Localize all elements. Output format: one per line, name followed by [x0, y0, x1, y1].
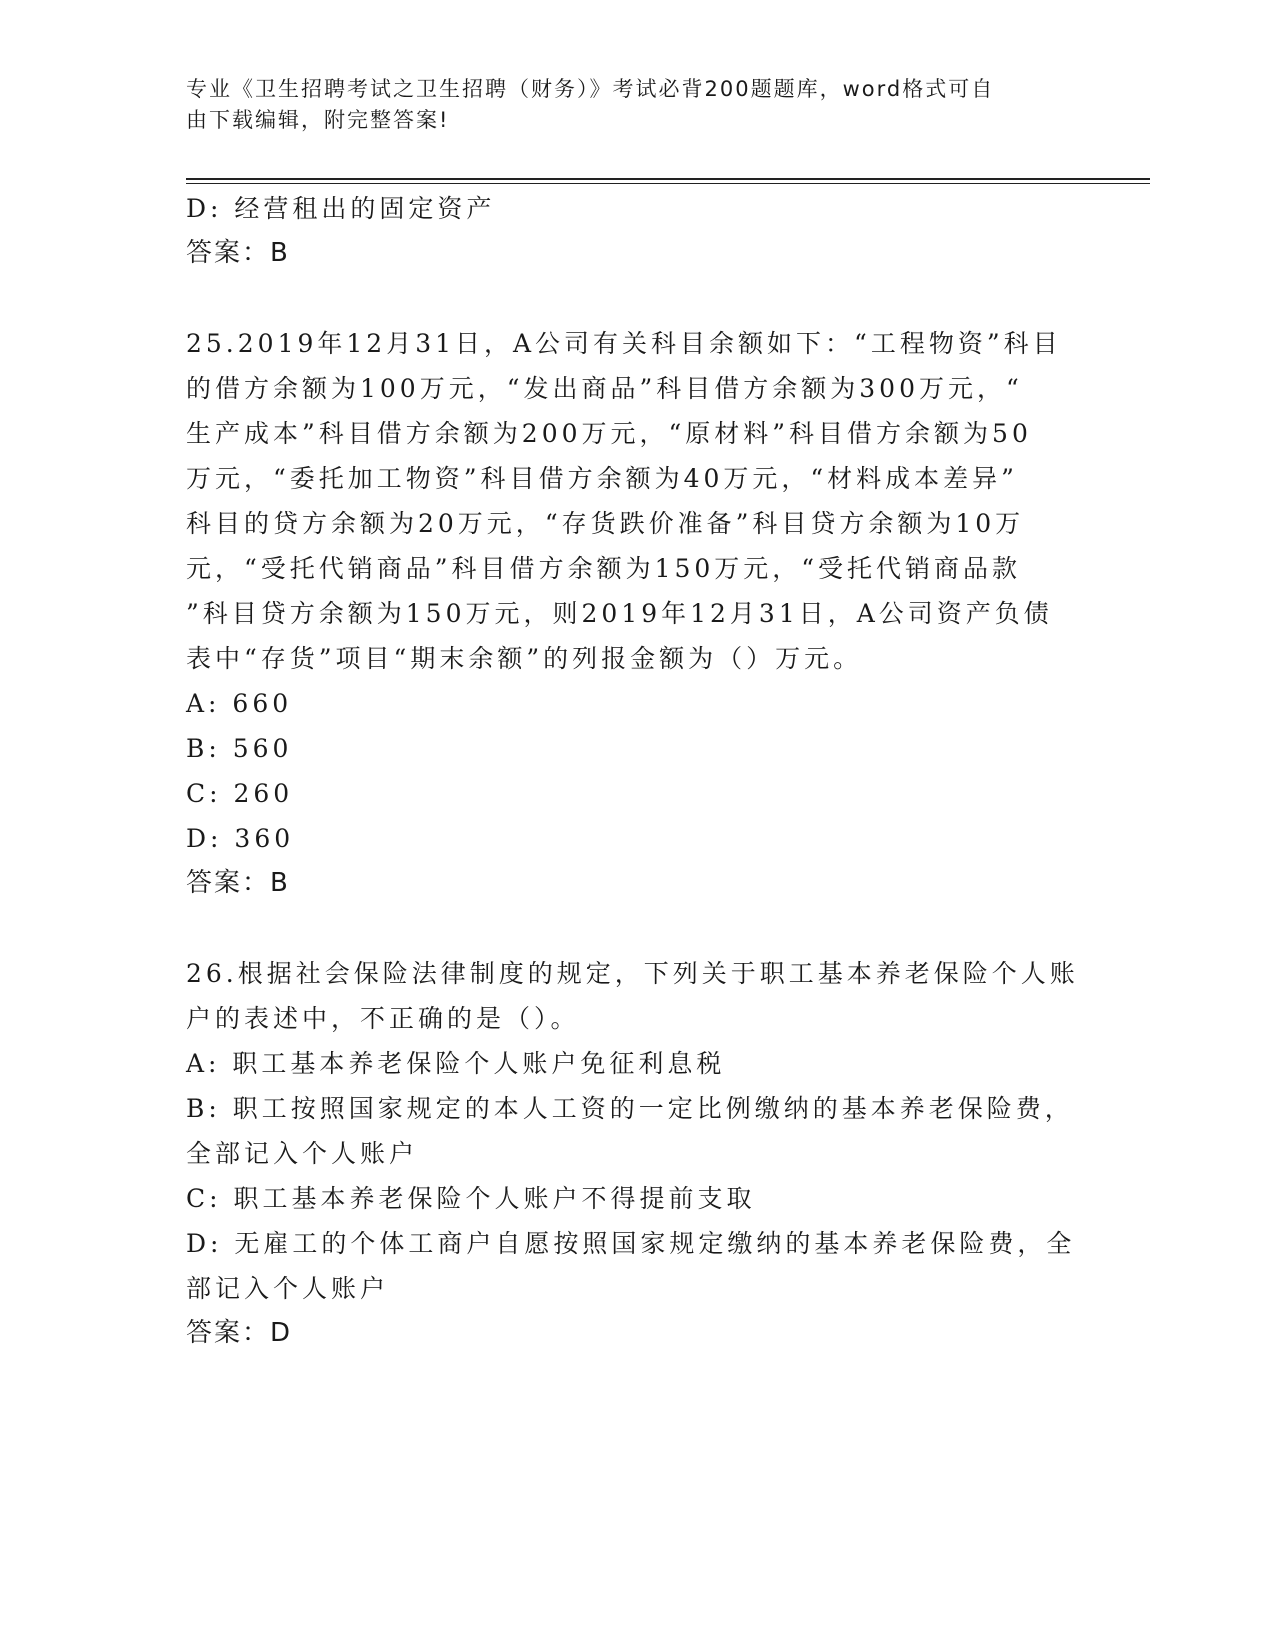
- option-d: D: 无雇工的个体工商户自愿按照国家规定缴纳的基本养老保险费，全: [186, 1229, 1076, 1258]
- previous-question-tail: [186, 186, 1086, 276]
- question-text-line: 25.2019年12月31日，A公司有关科目余额如下：“工程物资”科目: [186, 329, 1062, 358]
- option-b: B: 560: [186, 734, 293, 763]
- option-a: A: 职工基本养老保险个人账户免征利息税: [186, 1049, 726, 1078]
- answer-label: 答案：D: [186, 1318, 293, 1348]
- spacer: [186, 906, 1086, 951]
- option-d-continued: 部记入个人账户: [186, 1274, 390, 1303]
- document-header: [186, 74, 1066, 136]
- header-divider-thin: [186, 183, 1150, 184]
- answer-label: 答案：B: [186, 238, 290, 268]
- option-c: C: 职工基本养老保险个人账户不得提前支取: [186, 1184, 756, 1213]
- question-text-line: 生产成本”科目借方余额为200万元，“原材料”科目借方余额为50: [186, 419, 1032, 448]
- question-text-line: 科目的贷方余额为20万元，“存货跌价准备”科目贷方余额为10万: [186, 509, 1025, 538]
- header-divider: [186, 178, 1150, 180]
- question-text-line: 元，“受托代销商品”科目借方余额为150万元，“受托代销商品款: [186, 554, 1022, 583]
- option-a: A: 660: [186, 689, 293, 718]
- question-text-line: 万元，“委托加工物资”科目借方余额为40万元，“材料成本差异”: [186, 464, 1018, 493]
- spacer: [186, 276, 1086, 321]
- question-content: [186, 186, 1086, 1356]
- option-b-continued: 全部记入个人账户: [186, 1139, 419, 1168]
- option-d: D: 360: [186, 824, 295, 853]
- option-c: C: 260: [186, 779, 294, 808]
- answer-label: 答案：B: [186, 868, 290, 898]
- question-text-line: 的借方余额为100万元，“发出商品”科目借方余额为300万元，“: [186, 374, 1023, 403]
- header-line-1: 专业《卫生招聘考试之卫生招聘（财务）》考试必背200题题库，word格式可自: [186, 77, 995, 101]
- question-text-line: 表中“存货”项目“期末余额”的列报金额为（）万元。: [186, 644, 863, 673]
- question-text-line: ”科目贷方余额为150万元，则2019年12月31日，A公司资产负债: [186, 599, 1053, 628]
- question-26: [186, 951, 1086, 1356]
- option-d: D: 经营租出的固定资产: [186, 194, 496, 223]
- question-text-line: 26.根据社会保险法律制度的规定，下列关于职工基本养老保险个人账: [186, 959, 1079, 988]
- question-text-line: 户的表述中，不正确的是（）。: [186, 1004, 580, 1033]
- header-line-2: 由下载编辑，附完整答案!: [186, 108, 450, 132]
- option-b: B: 职工按照国家规定的本人工资的一定比例缴纳的基本养老保险费，: [186, 1094, 1074, 1123]
- question-25: [186, 321, 1086, 906]
